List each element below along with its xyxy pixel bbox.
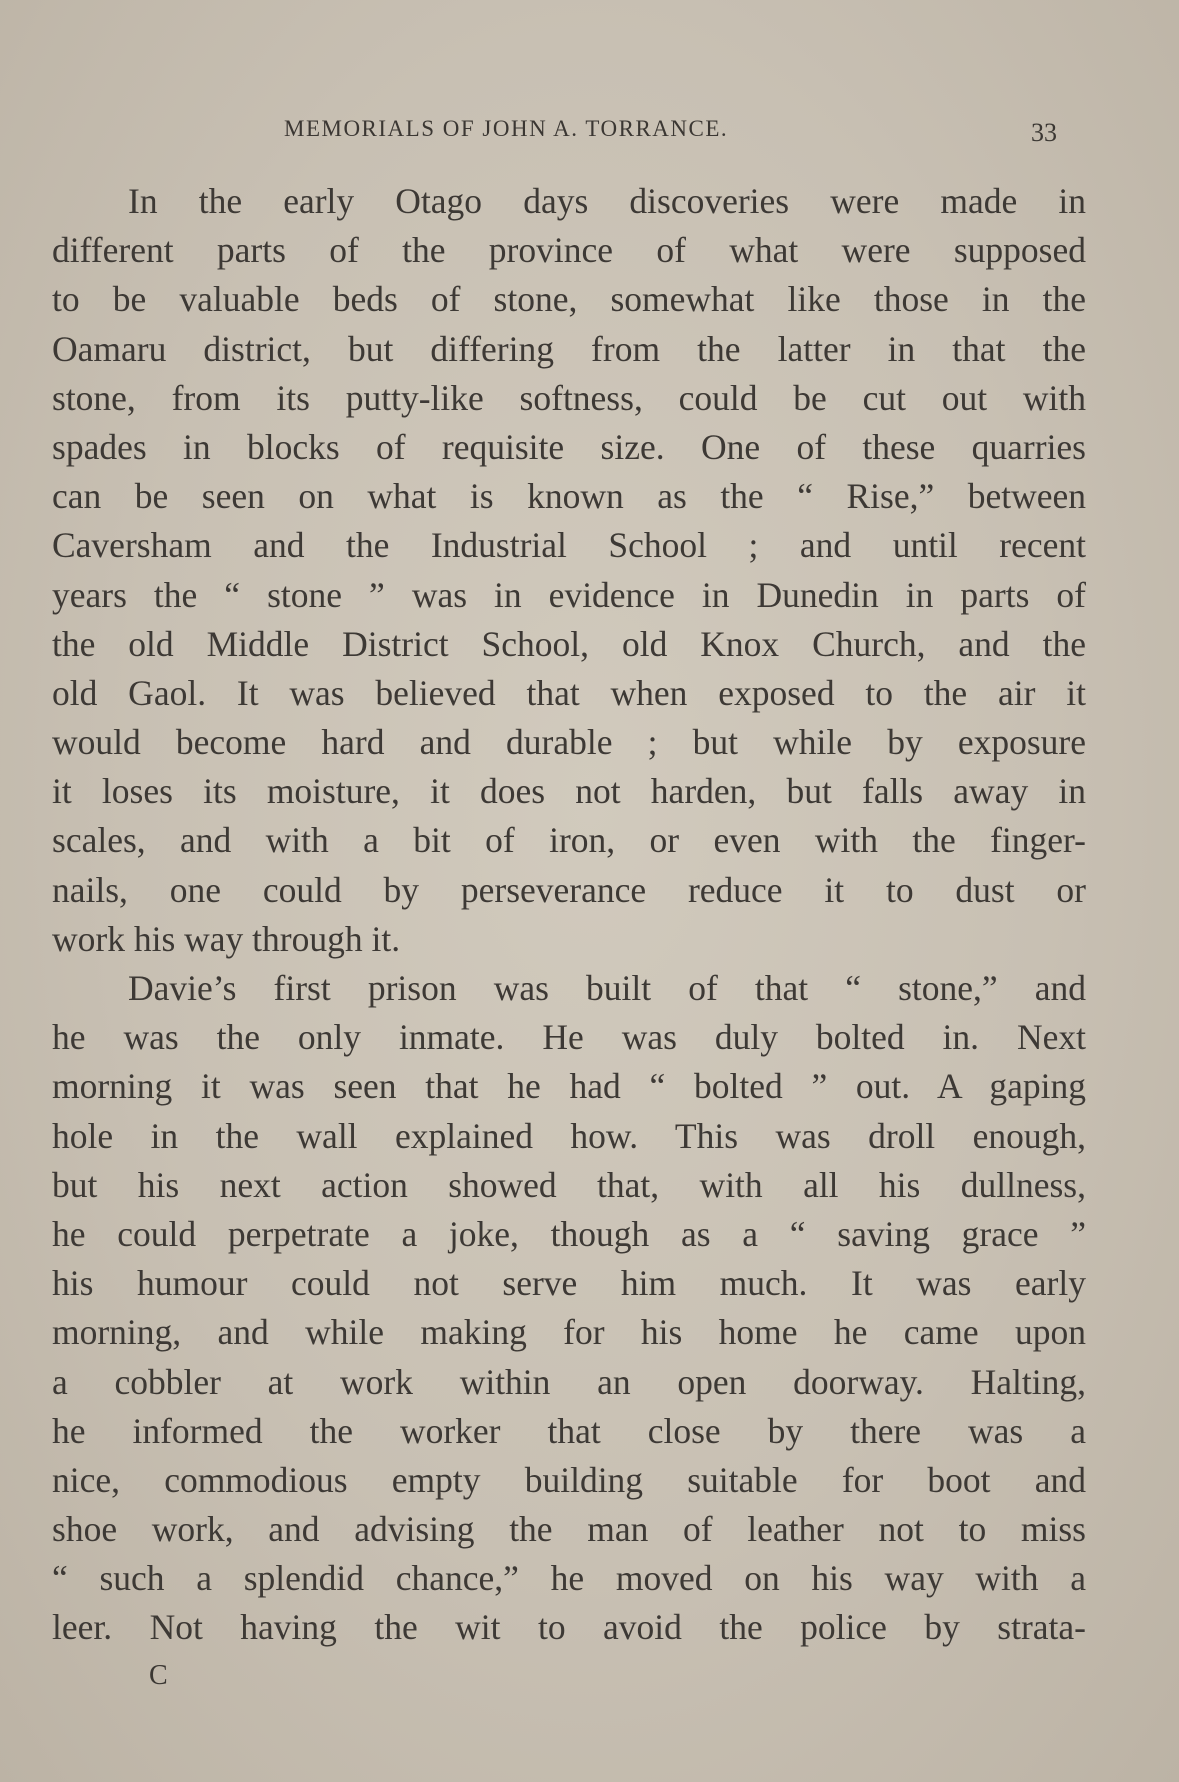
text-line: a cobbler at work within an open doorway. Halting,: [52, 1361, 1086, 1402]
text-line: but his next action showed that, with all his dullness,: [52, 1164, 1086, 1205]
text-line: morning it was seen that he had “ bolted ” out. A gaping: [52, 1066, 1086, 1107]
text-line: Caversham and the Industrial School ; and until recent: [52, 525, 1086, 566]
text-line: In the early Otago days discoveries were made in: [128, 181, 1086, 221]
page-number: 33: [1031, 118, 1057, 147]
text-line: he could perpetrate a joke, though as a “ saving grace ”: [52, 1213, 1086, 1254]
body-text: [52, 177, 1086, 1653]
text-line: leer. Not having the wit to avoid the police by strata-: [52, 1607, 1086, 1648]
text-line: morning, and while making for his home he came upon: [52, 1312, 1086, 1353]
text-line: Davie’s first prison was built of that “ stone,” and: [128, 968, 1086, 1008]
text-line: nails, one could by perseverance reduce it to dust or: [52, 869, 1086, 910]
text-line: scales, and with a bit of iron, or even with the finger-: [52, 820, 1086, 861]
text-line: Oamaru district, but differing from the latter in that the: [52, 328, 1086, 369]
signature-mark: C: [149, 1660, 168, 1691]
text-line: his humour could not serve him much. It was early: [52, 1263, 1086, 1304]
text-line: nice, commodious empty building suitable for boot and: [52, 1459, 1086, 1500]
text-line: he informed the worker that close by there was a: [52, 1410, 1086, 1451]
text-line: would become hard and durable ; but while by exposure: [52, 722, 1086, 763]
text-line: stone, from its putty-like softness, could be cut out with: [52, 377, 1086, 418]
text-line: hole in the wall explained how. This was droll enough,: [52, 1115, 1086, 1156]
text-line: he was the only inmate. He was duly bolted in. Next: [52, 1017, 1086, 1058]
text-line: spades in blocks of requisite size. One of these quarries: [52, 426, 1086, 467]
text-line: the old Middle District School, old Knox Church, and the: [52, 623, 1086, 664]
text-line: old Gaol. It was believed that when exposed to the air it: [52, 672, 1086, 713]
text-line: “ such a splendid chance,” he moved on his way with a: [52, 1558, 1086, 1599]
text-line: it loses its moisture, it does not harden, but falls away in: [52, 771, 1086, 812]
text-line: different parts of the province of what were supposed: [52, 230, 1086, 271]
text-line: to be valuable beds of stone, somewhat like those in the: [52, 279, 1086, 320]
text-line: can be seen on what is known as the “ Rise,” between: [52, 476, 1086, 517]
running-title: MEMORIALS OF JOHN A. TORRANCE.: [284, 116, 729, 141]
text-line: years the “ stone ” was in evidence in Dunedin in parts of: [52, 574, 1086, 615]
text-line: work his way through it.: [52, 918, 401, 959]
text-line: shoe work, and advising the man of leather not to miss: [52, 1509, 1086, 1550]
